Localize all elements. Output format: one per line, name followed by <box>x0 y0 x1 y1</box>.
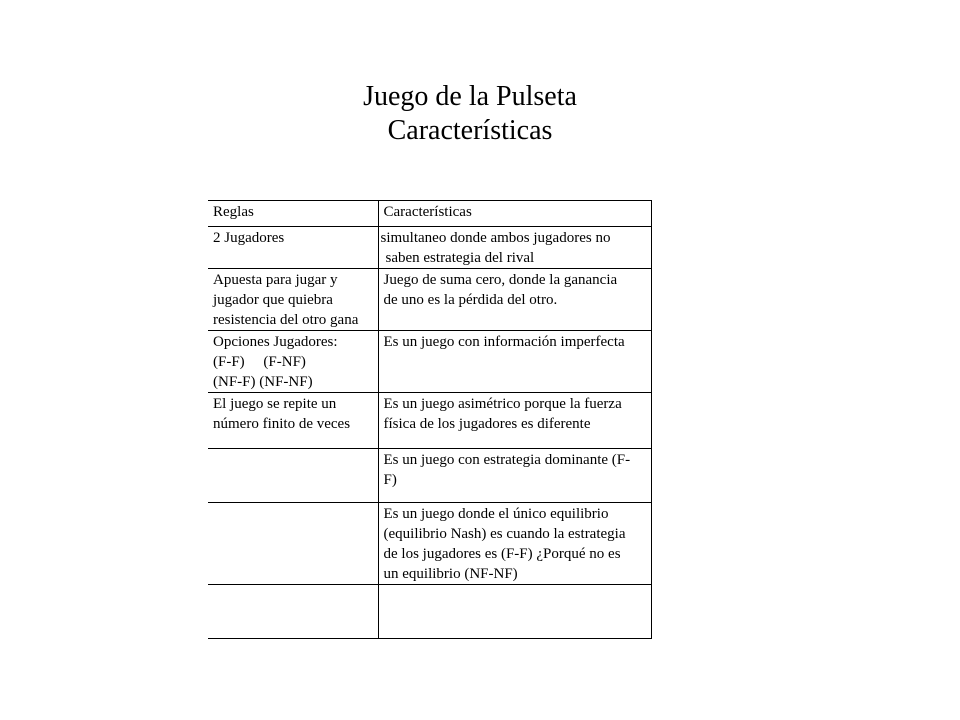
rule-line: Apuesta para jugar y <box>213 272 338 288</box>
characteristic-line: un equilibrio (NF-NF) <box>383 566 518 582</box>
rule-line: resistencia del otro gana <box>213 312 359 328</box>
characteristic-line: F) <box>383 472 397 488</box>
characteristic-line: simultaneo donde ambos jugadores no <box>380 230 611 246</box>
rule-cell <box>208 331 378 393</box>
characteristic-cell <box>378 227 651 269</box>
table-header-row <box>208 201 651 227</box>
characteristic-line: saben estrategia del rival <box>385 250 535 266</box>
rule-line: (F-F) (F-NF) <box>213 354 306 370</box>
rule-line: Opciones Jugadores: <box>213 334 338 350</box>
characteristic-line: (equilibrio Nash) es cuando la estrategia <box>383 526 626 542</box>
rule-cell <box>208 269 378 331</box>
characteristic-cell <box>378 393 651 449</box>
table-row <box>208 269 651 331</box>
characteristic-line: Es un juego con información imperfecta <box>383 334 625 350</box>
slide-title <box>280 80 660 148</box>
rule-line: 2 Jugadores <box>213 230 285 246</box>
characteristic-cell <box>378 449 651 503</box>
characteristic-line: de uno es la pérdida del otro. <box>383 292 558 308</box>
header-characteristics <box>378 201 651 227</box>
characteristic-line: Es un juego con estrategia dominante (F- <box>383 452 631 468</box>
header-rules <box>208 201 378 227</box>
characteristic-line: Juego de suma cero, donde la ganancia <box>383 272 618 288</box>
title-line-2: Características <box>387 115 553 146</box>
table-row <box>208 449 651 503</box>
rule-line: El juego se repite un <box>213 396 337 412</box>
table-row <box>208 331 651 393</box>
rule-line: jugador que quiebra <box>213 292 333 308</box>
header-characteristics-label: Características <box>383 204 472 220</box>
characteristic-line: física de los jugadores es diferente <box>383 416 591 432</box>
header-rules-label: Reglas <box>213 204 254 220</box>
characteristic-line: Es un juego donde el único equilibrio <box>383 506 609 522</box>
table-row <box>208 227 651 269</box>
characteristic-line: Es un juego asimétrico porque la fuerza <box>383 396 622 412</box>
characteristic-cell <box>378 503 651 585</box>
rule-cell-empty <box>208 503 378 585</box>
table-row <box>208 503 651 585</box>
rule-cell-empty <box>208 585 378 639</box>
table-row <box>208 393 651 449</box>
characteristic-cell <box>378 331 651 393</box>
table-row-empty <box>208 585 651 639</box>
rule-cell <box>208 227 378 269</box>
title-line-1: Juego de la Pulseta <box>363 81 577 112</box>
rule-line: número finito de veces <box>213 416 351 432</box>
rules-table <box>208 200 652 639</box>
characteristic-line: de los jugadores es (F-F) ¿Porqué no es <box>383 546 621 562</box>
rule-cell <box>208 393 378 449</box>
rule-line: (NF-F) (NF-NF) <box>213 374 313 390</box>
characteristic-cell-empty <box>378 585 651 639</box>
rule-cell-empty <box>208 449 378 503</box>
characteristic-cell <box>378 269 651 331</box>
